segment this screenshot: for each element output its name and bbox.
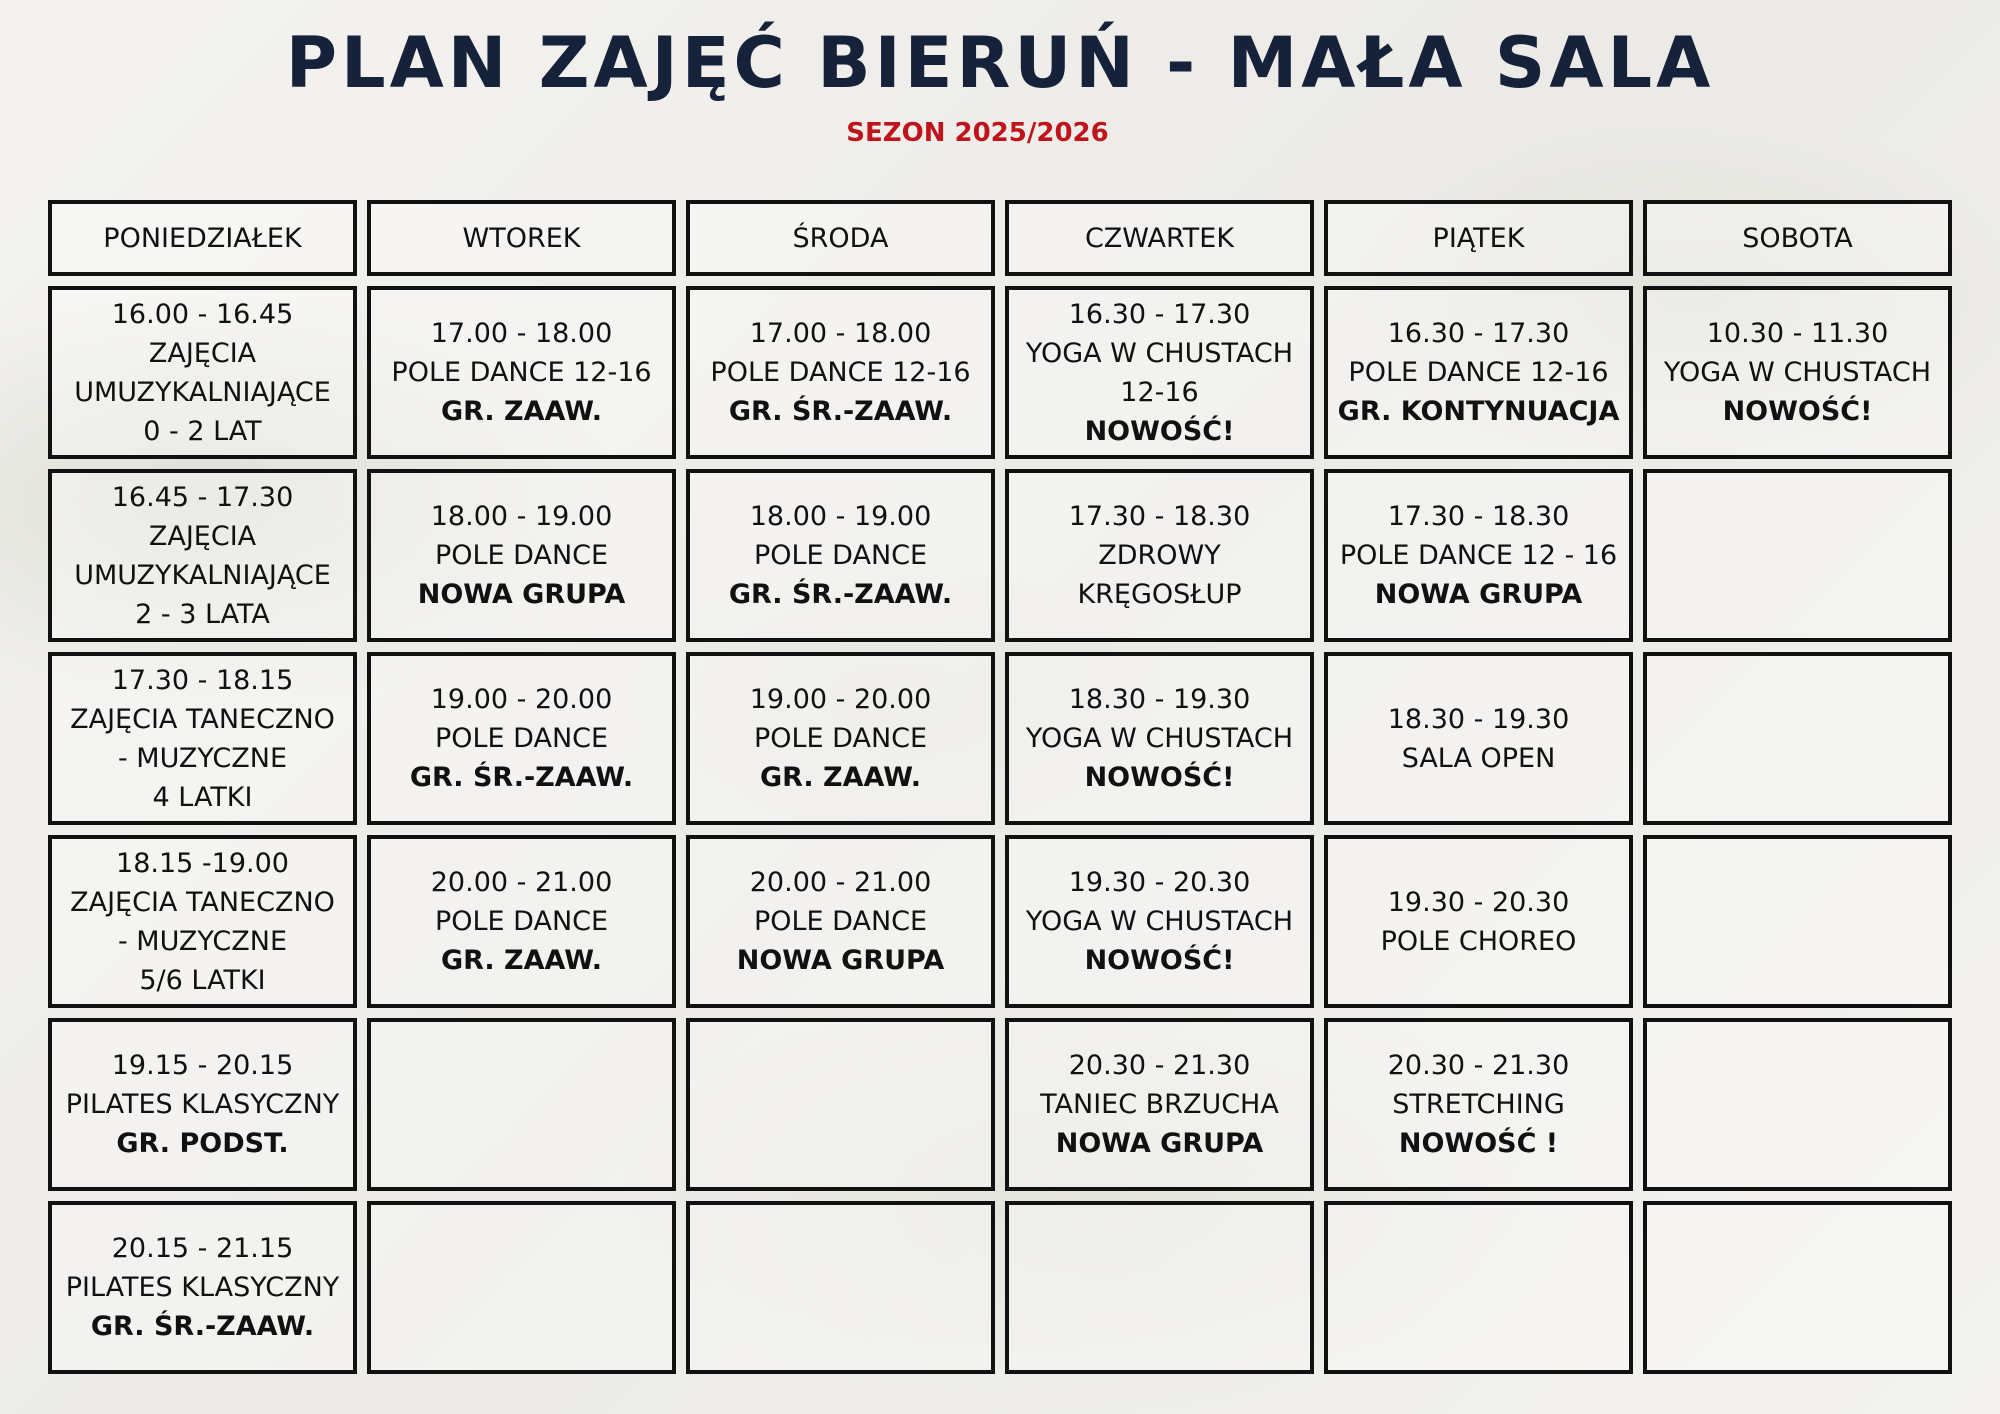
class-time: 16.00 - 16.45: [111, 298, 294, 330]
class-time: 18.15 -19.00: [116, 847, 289, 879]
class-time: 19.15 - 20.15: [111, 1050, 294, 1081]
class-time: 20.30 - 21.30: [1387, 1050, 1570, 1081]
class-text: 0 - 2 LAT: [143, 415, 262, 447]
class-text: UMUZYKALNIAJĄCE: [74, 559, 331, 591]
class-text: POLE DANCE: [753, 540, 928, 571]
class-group: GR. ŚR.-ZAAW.: [728, 396, 953, 427]
schedule-cell: [686, 652, 995, 825]
class-text: UMUZYKALNIAJĄCE: [74, 376, 331, 408]
empty-cell: [1643, 469, 1952, 642]
class-text: YOGA W CHUSTACH: [1025, 723, 1294, 754]
class-time: 18.00 - 19.00: [749, 501, 932, 532]
schedule-cell: [1005, 286, 1314, 459]
class-group: GR. ŚR.-ZAAW.: [90, 1311, 315, 1342]
class-text: POLE DANCE 12-16: [1348, 357, 1609, 388]
empty-cell: [367, 1201, 676, 1374]
class-time: 17.30 - 18.30: [1387, 501, 1570, 532]
schedule-cell: [48, 1018, 357, 1191]
class-time: 17.30 - 18.15: [111, 664, 294, 696]
class-time: 20.15 - 21.15: [111, 1233, 294, 1264]
empty-cell: [1643, 652, 1952, 825]
class-time: 16.30 - 17.30: [1387, 318, 1570, 349]
class-time: 17.00 - 18.00: [749, 318, 932, 349]
empty-cell: [686, 1018, 995, 1191]
class-text: YOGA W CHUSTACH: [1663, 357, 1932, 388]
class-group: GR. KONTYNUACJA: [1337, 396, 1620, 427]
class-group: NOWOŚĆ!: [1722, 396, 1873, 427]
day-header: CZWARTEK: [1005, 200, 1314, 276]
empty-cell: [1005, 1201, 1314, 1374]
class-text: ZAJĘCIA: [148, 520, 257, 552]
class-group: NOWOŚĆ !: [1398, 1128, 1559, 1159]
class-text: ZAJĘCIA TANECZNO: [70, 703, 335, 735]
class-time: 16.30 - 17.30: [1068, 298, 1251, 330]
schedule-cell: [367, 652, 676, 825]
class-text: 5/6 LATKI: [139, 964, 266, 996]
class-time: 19.00 - 20.00: [749, 684, 932, 715]
schedule-cell: [1324, 469, 1633, 642]
day-header: ŚRODA: [686, 200, 995, 276]
class-text: 12-16: [1120, 376, 1199, 408]
class-time: 20.00 - 21.00: [749, 867, 932, 898]
schedule-cell: [48, 1201, 357, 1374]
class-text: - MUZYCZNE: [117, 925, 288, 957]
class-group: NOWA GRUPA: [1374, 579, 1583, 610]
class-text: POLE CHOREO: [1380, 925, 1577, 957]
class-text: POLE DANCE 12-16: [391, 357, 652, 388]
class-text: POLE DANCE 12-16: [710, 357, 971, 388]
schedule-cell: [367, 469, 676, 642]
class-time: 18.00 - 19.00: [430, 501, 613, 532]
schedule-cell: [1005, 1018, 1314, 1191]
page-title: PLAN ZAJĘĆ BIERUŃ - MAŁA SALA: [285, 22, 1715, 104]
class-text: ZAJĘCIA TANECZNO: [70, 886, 335, 918]
schedule-cell: [1324, 652, 1633, 825]
class-text: - MUZYCZNE: [117, 742, 288, 774]
schedule-cell: [1324, 1018, 1633, 1191]
schedule-cell: [1005, 652, 1314, 825]
schedule-cell: [1643, 286, 1952, 459]
class-group: GR. ZAAW.: [440, 945, 603, 976]
class-time: 18.30 - 19.30: [1068, 684, 1251, 715]
schedule-cell: [48, 835, 357, 1008]
class-group: GR. PODST.: [116, 1128, 289, 1159]
empty-cell: [686, 1201, 995, 1374]
class-time: 16.45 - 17.30: [111, 481, 294, 513]
schedule-cell: [48, 652, 357, 825]
schedule-cell: [1324, 286, 1633, 459]
class-time: 18.30 - 19.30: [1387, 703, 1570, 735]
class-group: NOWA GRUPA: [417, 579, 626, 610]
schedule-table: [48, 200, 1952, 1374]
class-text: POLE DANCE: [434, 723, 609, 754]
schedule-cell: [1005, 835, 1314, 1008]
empty-cell: [1324, 1201, 1633, 1374]
day-header: WTOREK: [367, 200, 676, 276]
class-text: POLE DANCE: [434, 540, 609, 571]
empty-cell: [1643, 835, 1952, 1008]
schedule-cell: [686, 469, 995, 642]
class-time: 10.30 - 11.30: [1706, 318, 1889, 349]
season-label: SEZON 2025/2026: [846, 118, 1109, 148]
class-group: GR. ŚR.-ZAAW.: [728, 579, 953, 610]
class-text: POLE DANCE: [434, 906, 609, 937]
class-text: KRĘGOSŁUP: [1077, 579, 1242, 610]
schedule-cell: [48, 469, 357, 642]
class-text: TANIEC BRZUCHA: [1040, 1089, 1279, 1120]
class-text: YOGA W CHUSTACH: [1025, 906, 1294, 937]
class-group: NOWA GRUPA: [736, 945, 945, 976]
class-text: 2 - 3 LATA: [135, 598, 270, 630]
class-group: GR. ŚR.-ZAAW.: [409, 762, 634, 793]
schedule-cell: [367, 286, 676, 459]
class-time: 17.30 - 18.30: [1068, 501, 1251, 532]
empty-cell: [1643, 1018, 1952, 1191]
class-time: 19.30 - 20.30: [1068, 867, 1251, 898]
class-time: 20.00 - 21.00: [430, 867, 613, 898]
class-time: 19.00 - 20.00: [430, 684, 613, 715]
day-header: SOBOTA: [1643, 200, 1952, 276]
schedule-cell: [367, 835, 676, 1008]
class-group: NOWOŚĆ!: [1084, 762, 1235, 793]
schedule-cell: [48, 286, 357, 459]
class-text: ZAJĘCIA: [148, 337, 257, 369]
day-header: PONIEDZIAŁEK: [48, 200, 357, 276]
class-group: GR. ZAAW.: [759, 762, 922, 793]
class-text: PILATES KLASYCZNY: [65, 1272, 340, 1303]
schedule-cell: [686, 835, 995, 1008]
class-text: PILATES KLASYCZNY: [65, 1089, 340, 1120]
class-group: NOWOŚĆ!: [1084, 945, 1235, 976]
class-group: NOWOŚĆ!: [1084, 415, 1235, 447]
class-text: SALA OPEN: [1401, 742, 1556, 774]
day-header: PIĄTEK: [1324, 200, 1633, 276]
class-text: ZDROWY: [1098, 540, 1221, 571]
empty-cell: [367, 1018, 676, 1191]
class-text: 4 LATKI: [152, 781, 253, 813]
class-text: POLE DANCE: [753, 723, 928, 754]
class-time: 20.30 - 21.30: [1068, 1050, 1251, 1081]
class-text: STRETCHING: [1392, 1089, 1565, 1120]
class-group: GR. ZAAW.: [440, 396, 603, 427]
schedule-cell: [1005, 469, 1314, 642]
empty-cell: [1643, 1201, 1952, 1374]
class-text: POLE DANCE: [753, 906, 928, 937]
class-time: 19.30 - 20.30: [1387, 886, 1570, 918]
class-text: POLE DANCE 12 - 16: [1339, 540, 1618, 571]
schedule-cell: [686, 286, 995, 459]
class-text: YOGA W CHUSTACH: [1025, 337, 1294, 369]
schedule-cell: [1324, 835, 1633, 1008]
class-time: 17.00 - 18.00: [430, 318, 613, 349]
class-group: NOWA GRUPA: [1055, 1128, 1264, 1159]
